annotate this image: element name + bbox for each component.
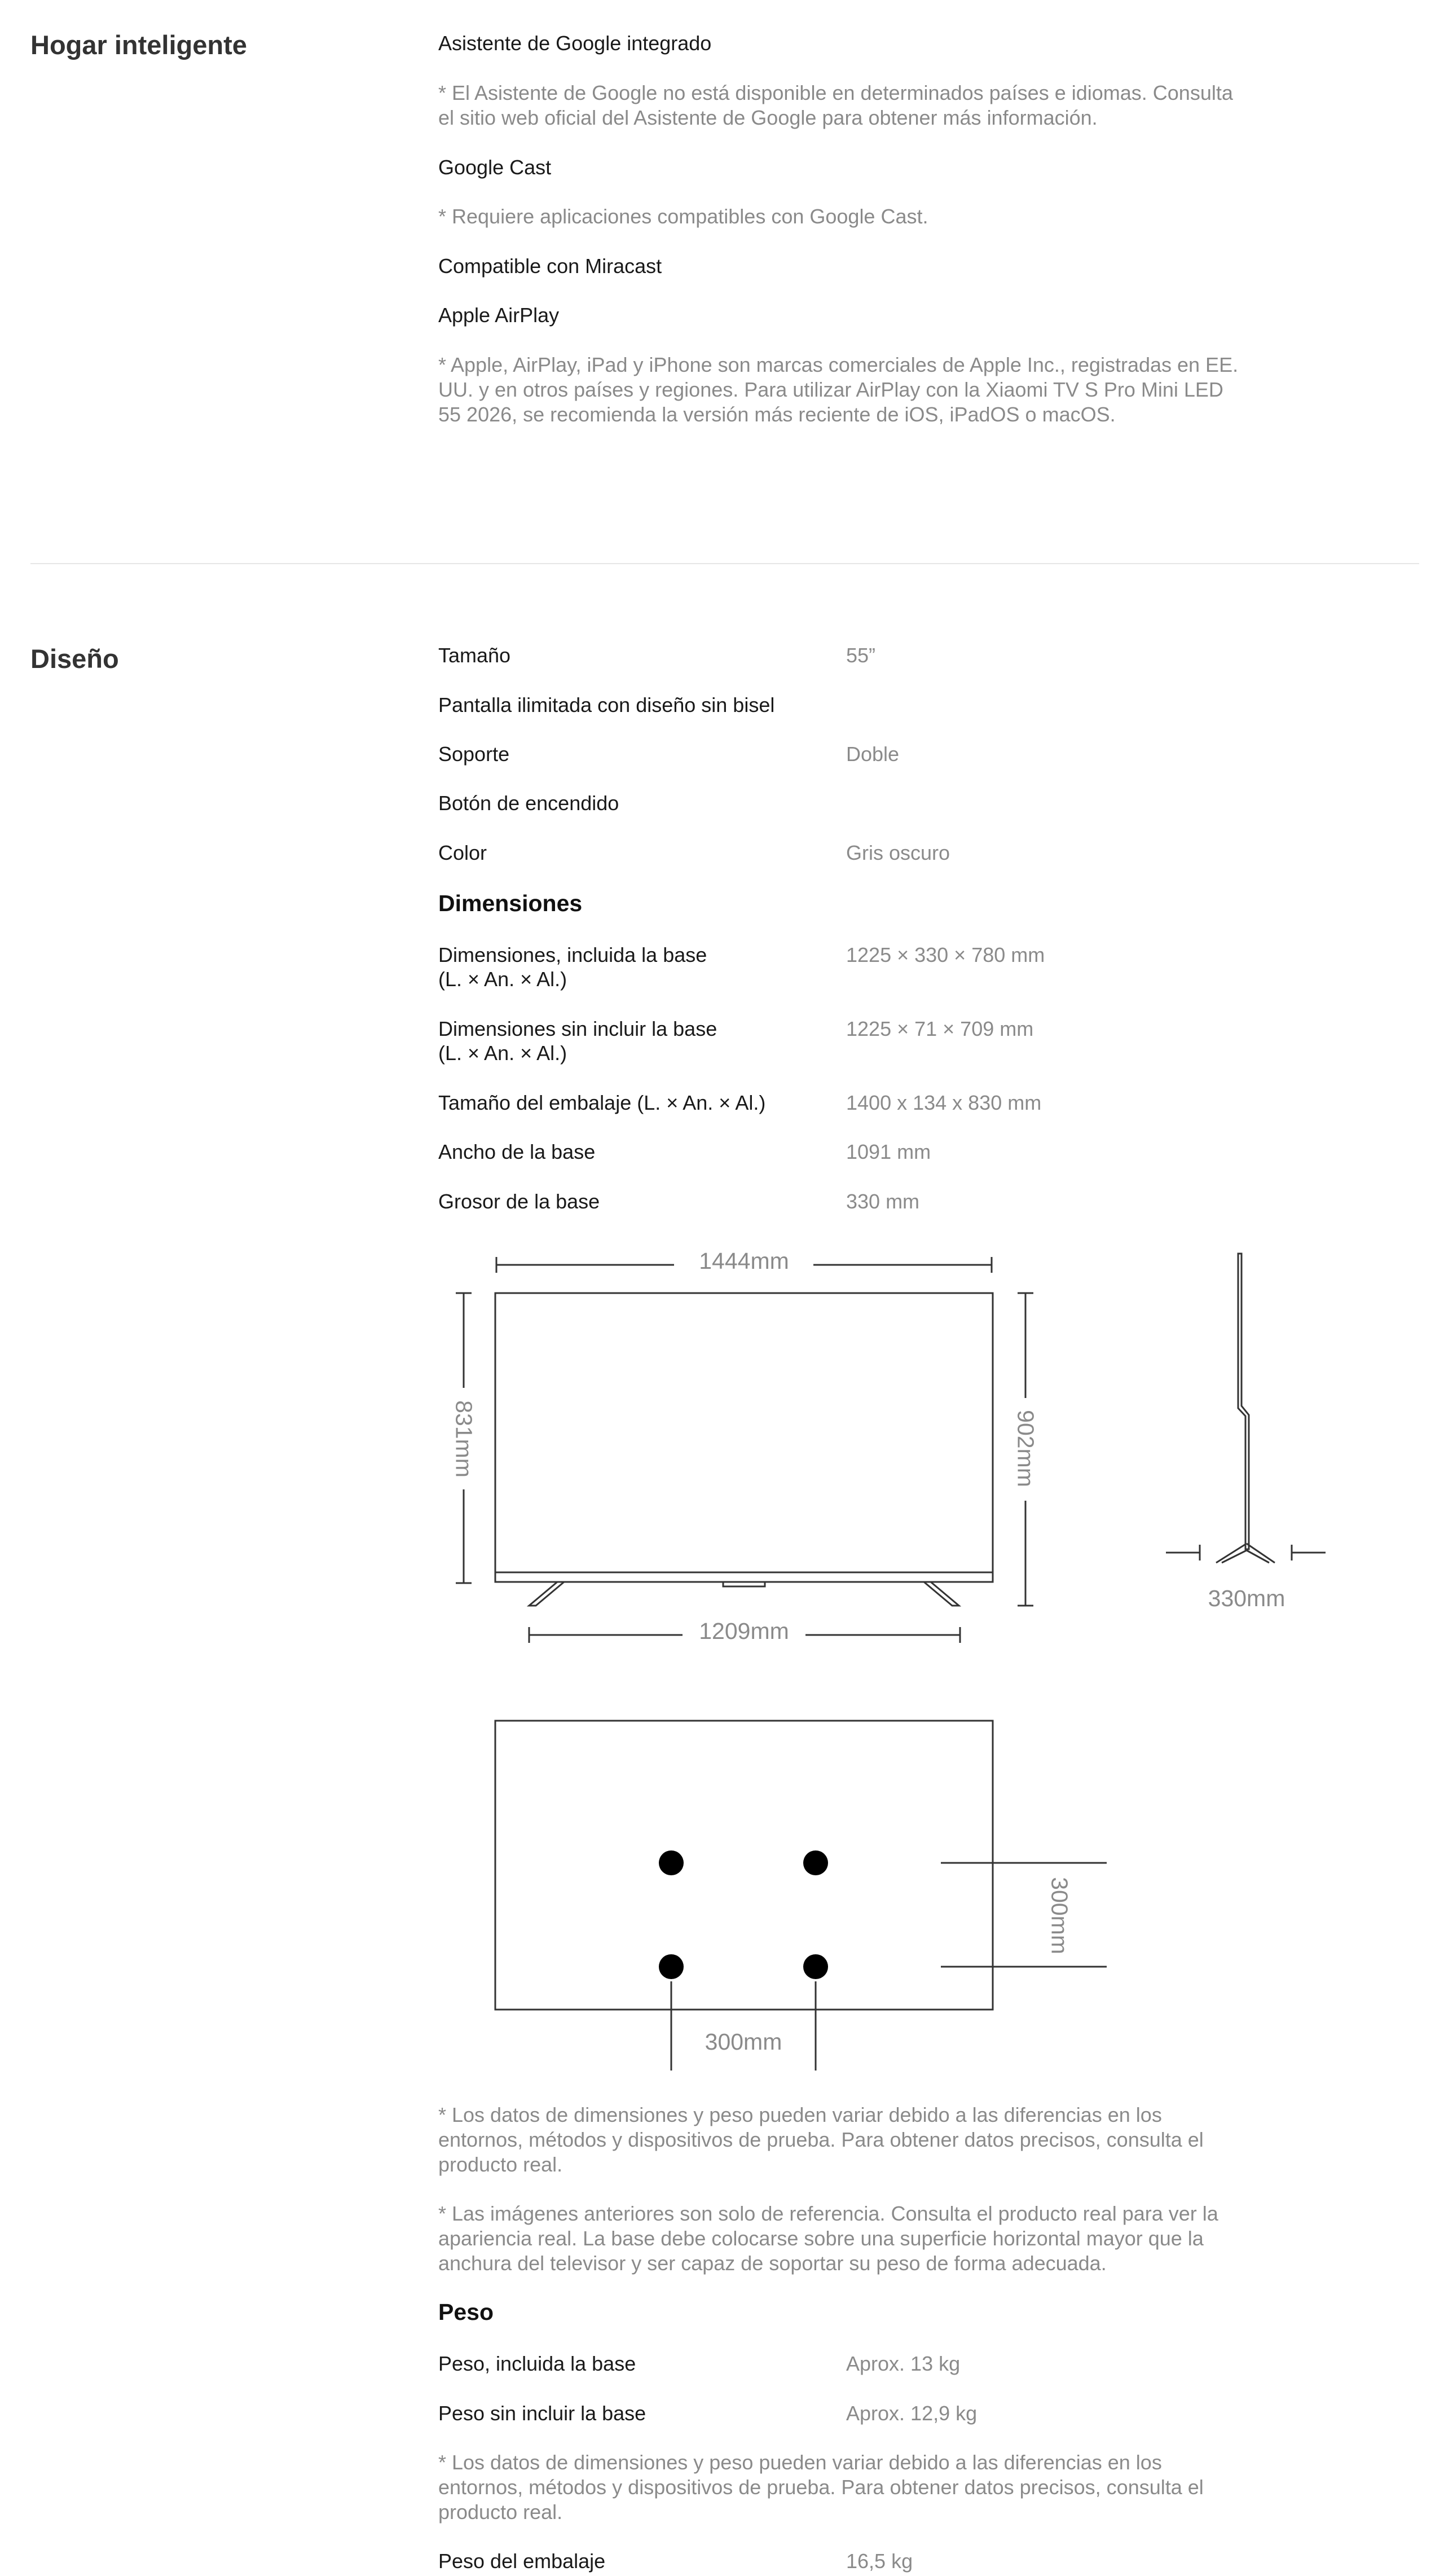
tv-center-logo [723,1582,765,1586]
vesa-hole [659,1954,684,1979]
tv-foot-right [924,1582,959,1606]
vesa-hole [803,1954,828,1979]
dimensions-disclaimer-note: * Los datos de dimensiones y peso pueden variar debido a las diferencias en los entornos, métodos y dispositivos de prueba. Para obtener datos precisos, consulta el producto real. [438,2103,1204,2176]
diagram-height-right-label: 902mm [1012,1410,1039,1487]
section-title-design: Diseño [30,644,119,674]
package-size-value: 1400 x 134 x 830 mm [846,1091,1042,1114]
stand-label: Soporte [438,742,510,766]
base-width-value: 1091 mm [846,1140,931,1163]
base-thickness-label: Grosor de la base [438,1190,600,1213]
vesa-hole [803,1850,828,1875]
diagram-height-left-label: 831mm [451,1400,477,1478]
package-weight-label: Peso del embalaje [438,2549,606,2573]
base-thickness-value: 330 mm [846,1190,920,1213]
weight-with-base-value: Aprox. 13 kg [846,2352,961,2375]
package-size-label: Tamaño del embalaje (L. × An. × Al.) [438,1091,766,1114]
color-label: Color [438,841,487,864]
diagram-side-depth-label: 330mm [1208,1585,1285,1611]
package-weight-value: 16,5 kg [846,2549,913,2573]
google-cast-label: Google Cast [438,156,552,179]
airplay-note: * Apple, AirPlay, iPad y iPhone son marcas comerciales de Apple Inc., registradas en EE. UU. y en otros países y regiones. Para utilizar AirPlay con la Xiaomi TV S Pro Mini LED 55 2026, se recomienda la versión más reciente de iOS, iPadOS o macOS. [438,353,1239,426]
tv-foot-left [529,1582,564,1606]
weight-disclaimer-note: * Los datos de dimensiones y peso pueden variar debido a las diferencias en los entornos, métodos y dispositivos de prueba. Para obtener datos precisos, consulta el producto real. [438,2451,1204,2524]
weight-heading: Peso [438,2299,494,2325]
miracast-label: Compatible con Miracast [438,254,662,278]
dims-with-base-label-line2: (L. × An. × Al.) [438,968,567,991]
diagram-feet-span-label: 1209mm [699,1618,789,1644]
tv-front-frame [495,1293,993,1582]
diagram-width-label: 1444mm [699,1248,789,1274]
power-button-label: Botón de encendido [438,792,619,815]
vesa-hole [659,1850,684,1875]
dims-without-base-value: 1225 × 71 × 709 mm [846,1017,1034,1040]
weight-without-base-value: Aprox. 12,9 kg [846,2402,978,2425]
stand-value: Doble [846,742,900,766]
tv-side-profile [1238,1254,1249,1549]
dims-with-base-value: 1225 × 330 × 780 mm [846,943,1045,966]
size-label: Tamaño [438,644,511,667]
tv-back-frame [495,1721,993,2010]
color-value: Gris oscuro [846,841,950,864]
weight-without-base-label: Peso sin incluir la base [438,2402,646,2425]
dims-without-base-label-line1: Dimensiones sin incluir la base [438,1017,717,1040]
unlimited-screen-label: Pantalla ilimitada con diseño sin bisel [438,693,775,716]
images-disclaimer-note: * Las imágenes anteriores son solo de referencia. Consulta el producto real para ver la apariencia real. La base debe colocarse sobre una superficie horizontal mayor que la anchura del televisor y ser capaz de soportar su peso de forma adecuada. [438,2202,1218,2275]
dims-with-base-label-line1: Dimensiones, incluida la base [438,943,707,966]
dimensions-heading: Dimensiones [438,890,583,916]
dims-without-base-label-line2: (L. × An. × Al.) [438,1041,567,1065]
google-cast-note: * Requiere aplicaciones compatibles con Google Cast. [438,205,928,228]
diagram-vesa-vertical-label: 300mm [1046,1877,1073,1954]
diagram-vesa-horizontal-label: 300mm [705,2029,782,2055]
airplay-label: Apple AirPlay [438,304,560,327]
base-width-label: Ancho de la base [438,1140,596,1163]
size-value: 55” [846,644,876,667]
google-assistant-label: Asistente de Google integrado [438,32,712,55]
google-assistant-note: * El Asistente de Google no está disponible en determinados países e idiomas. Consulta el sitio web oficial del Asistente de Google para obtener más información. [438,81,1233,129]
section-title-smart-home: Hogar inteligente [30,30,247,60]
weight-with-base-label: Peso, incluida la base [438,2352,636,2375]
